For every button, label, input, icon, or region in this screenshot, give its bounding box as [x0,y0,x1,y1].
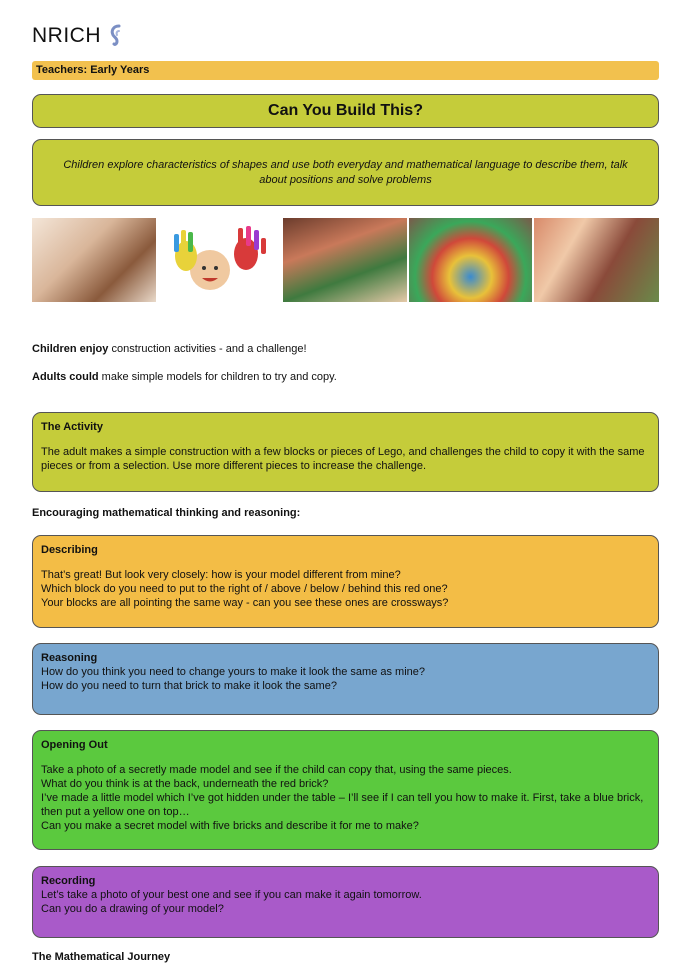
reasoning-line: How do you need to turn that brick to make it look the same? [41,680,337,692]
describing-line: That’s great! But look very closely: how is your model different from mine? [41,569,401,581]
reasoning-line: How do you think you need to change yours to make it look the same as mine? [41,666,425,678]
opening-out-box [32,730,659,850]
activity-box [32,412,659,492]
describing-box [32,535,659,628]
activity-text: The adult makes a simple construction with a few blocks or pieces of Lego, and challenges the child to copy it with the same pieces or from a selection. Use more different pieces to increase the challenge. [41,446,645,472]
activity-heading: The Activity [41,421,103,433]
photo-strip [32,218,659,302]
opening-line: What do you think is at the back, underneath the red brick? [41,778,329,790]
describing-line: Which block do you need to put to the right of / above / below / behind this red one? [41,583,448,595]
opening-line: I’ve made a little model which I’ve got hidden under the table – I’ll see if I can tell you how to make it. First, take a blue brick, then put a yellow one on top… [41,792,644,818]
title-box [32,94,659,128]
encouraging-heading: Encouraging mathematical thinking and reasoning: [32,507,301,519]
ear-icon [109,24,129,48]
opening-line: Take a photo of a secretly made model and see if the child can copy that, using the same pieces. [41,764,512,776]
opening-line: Can you make a secret model with five bricks and describe it for me to make? [41,820,419,832]
describing-line: Your blocks are all pointing the same way - can you see these ones are crossways? [41,597,449,609]
journey-heading: The Mathematical Journey [32,951,171,963]
logo-text: NRICH [32,24,101,47]
recording-box [32,866,659,938]
reasoning-heading: Reasoning [41,652,98,664]
page-subtitle: Children explore characteristics of shapes and use both everyday and mathematical language to describe them, talk about positions and solve problems [63,158,628,186]
subtitle-box [32,139,659,206]
painted-hands-photo [158,218,282,302]
describing-heading: Describing [41,544,98,556]
intro-enjoy: Children enjoy construction activities - and a challenge! [32,343,307,355]
recording-line: Let’s take a photo of your best one and see if you can make it again tomorrow. [41,889,422,901]
reasoning-box [32,643,659,715]
nrich-logo [32,24,129,48]
recording-heading: Recording [41,875,96,887]
children-group-photo [534,218,659,302]
audience-band: Teachers: Early Years [32,61,659,80]
opening-heading: Opening Out [41,739,108,751]
children-circle-photo [409,218,533,302]
children-playing-photo [32,218,156,302]
intro-adults: Adults could make simple models for children to try and copy. [32,371,337,383]
recording-line: Can you do a drawing of your model? [41,903,224,915]
page-title: Can You Build This? [268,102,423,119]
children-drawing-photo [283,218,407,302]
